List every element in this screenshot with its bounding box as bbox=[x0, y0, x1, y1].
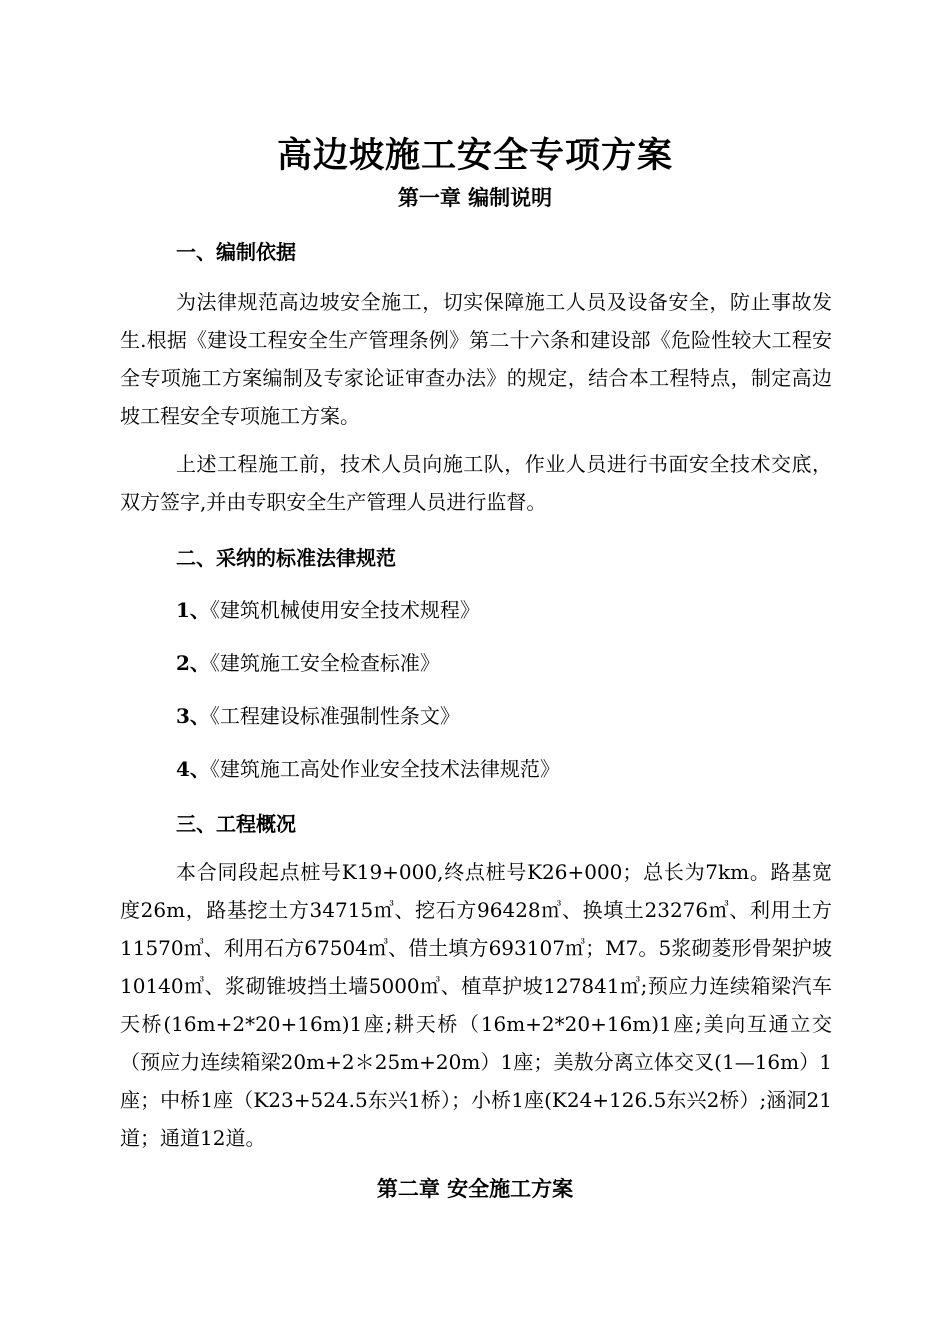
list-item-number: 3、 bbox=[176, 704, 210, 728]
list-item bbox=[176, 753, 560, 782]
document-title: 高边坡施工安全专项方案 bbox=[276, 135, 673, 176]
paragraph: 本合同段起点桩号K19+000,终点桩号K26+000；总长为7km。路基宽度26m，路基挖土方34715㎥、挖石方96428㎥、换填土23276㎥、利用土方11570㎥、利用石方67504㎥、借土填方693107㎥；M7。5浆砌菱形骨架护坡10140㎥、浆砌锥坡挡土墙5000㎥、植草护坡127841㎥;预应力连续箱梁汽车天桥(16m+2*20+16m)1座;耕天桥（16m+2*20+16m)1座;美向互通立交（预应力连续箱梁20m+2＊25m+20m）1座；美敖分离立体交叉(1—16m）1座；中桥1座（K23+524.5东兴1桥）；小桥1座(K24+126.5东兴2桥）;涵洞21道；通道12道。 bbox=[120, 860, 832, 1150]
section-heading: 一、编制依据 bbox=[176, 240, 296, 264]
list-item-text: 《建筑施工高处作业安全技术法律规范》 bbox=[209, 757, 560, 781]
list-item-number: 2、 bbox=[176, 651, 210, 675]
list-item bbox=[176, 647, 440, 676]
list-item-number: 4、 bbox=[176, 757, 210, 781]
list-item-text: 《建筑机械使用安全技术规程》 bbox=[209, 598, 480, 622]
list-item-text: 《建筑施工安全检查标准》 bbox=[209, 651, 440, 675]
paragraph: 上述工程施工前，技术人员向施工队，作业人员进行书面安全技术交底，双方签字,并由专职安全生产管理人员进行监督。 bbox=[120, 452, 832, 514]
chapter-heading: 第一章 编制说明 bbox=[397, 185, 553, 210]
list-item bbox=[176, 594, 480, 623]
section-heading: 二、采纳的标准法律规范 bbox=[176, 546, 396, 570]
list-item bbox=[176, 700, 460, 729]
list-item-text: 《工程建设标准强制性条文》 bbox=[209, 704, 460, 728]
list-item-number: 1、 bbox=[176, 598, 210, 622]
paragraph: 为法律规范高边坡安全施工，切实保障施工人员及设备安全，防止事故发生.根据《建设工程安全生产管理条例》第二十六条和建设部《危险性较大工程安全专项施工方案编制及专家论证审查办法》的规定，结合本工程特点，制定高边坡工程安全专项施工方案。 bbox=[120, 290, 832, 428]
section-heading: 三、工程概况 bbox=[176, 812, 296, 836]
chapter-heading: 第二章 安全施工方案 bbox=[376, 1176, 574, 1201]
